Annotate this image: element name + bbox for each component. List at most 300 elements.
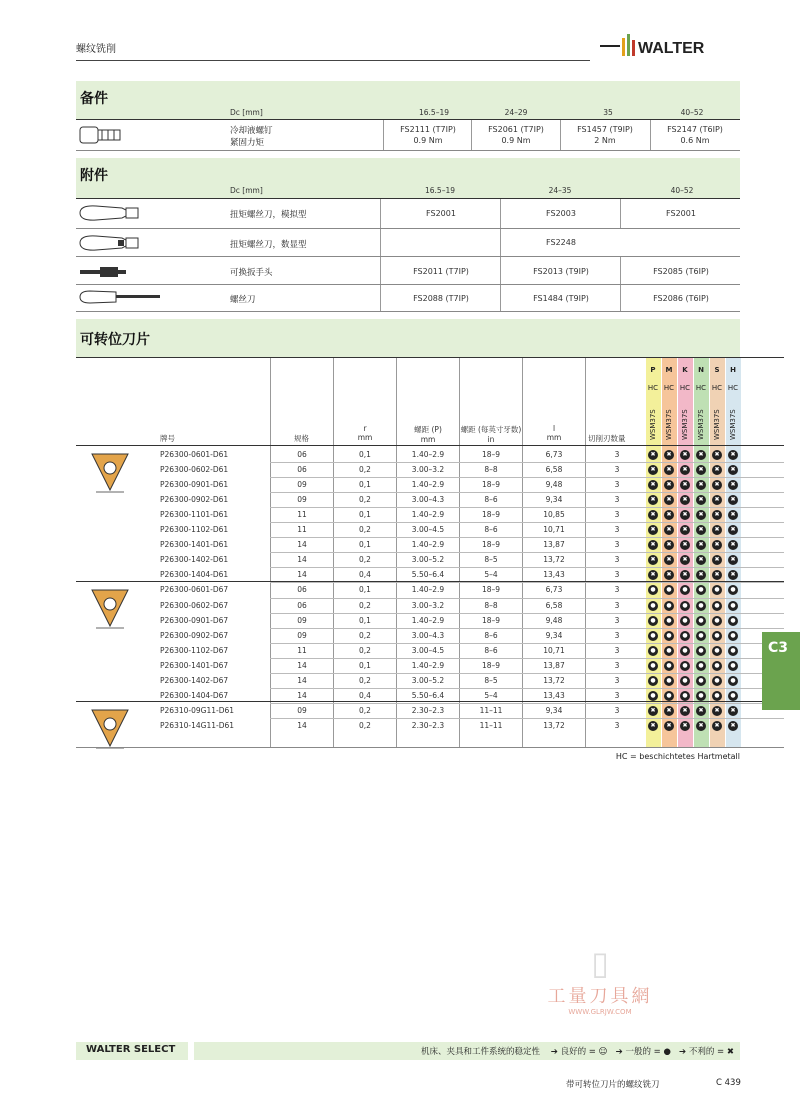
acc-val: FS2011 (T7IP) [413,267,469,276]
grade-label: WSM37S [681,409,689,440]
spare-val: FS2061 (T7IP) 0.9 Nm [488,125,544,145]
stability-icon: ✖ [728,480,738,490]
row-cell: 0,2 [359,705,371,715]
stability-icon: ● [696,601,706,611]
row-cell: 0,2 [359,645,371,655]
row-cell: 3 [614,690,620,700]
stability-icon: ✖ [728,706,738,716]
table-row[interactable] [0,507,800,522]
row-cell: 06 [297,600,307,610]
row-cell: 0,4 [359,690,371,700]
hc-label: HC [695,384,707,392]
row-cell: 10,71 [543,645,565,655]
stability-icon: ● [680,585,690,595]
grade-label: WSM37S [697,409,705,440]
row-cell: 13,43 [543,690,565,700]
row-rule [270,598,784,599]
row-cell: 0,2 [359,630,371,640]
stability-icon: ● [664,585,674,595]
row-cell: 10,71 [543,525,565,535]
row-cell: 9,34 [545,705,563,715]
rule [500,199,501,311]
stability-icon: ● [680,676,690,686]
row-cell: 11–11 [479,705,503,715]
screwdriver-icon [76,289,166,309]
table-row[interactable] [0,522,800,537]
table-row[interactable] [0,477,800,492]
mat-label: H [730,366,736,374]
stability-icon: ✖ [664,510,674,520]
stability-icon: ✖ [648,510,658,520]
stability-icon: ● [680,661,690,671]
row-cell: 10,85 [543,510,565,520]
row-cell: 13,43 [543,570,565,580]
grade-label: WSM37S [713,409,721,440]
row-cell: 8–8 [484,600,498,610]
rule [383,120,384,150]
rule [380,199,381,311]
stability-icon: ✖ [664,495,674,505]
row-cell: 5–4 [484,690,498,700]
row-rule [270,522,784,523]
stability-icon: ✖ [680,706,690,716]
stability-icon: ✖ [696,510,706,520]
row-cell: 0,1 [359,615,371,625]
stability-icon: ✖ [696,465,706,475]
stability-icon: ● [728,676,738,686]
rule [76,445,784,446]
stability-icon: ✖ [728,570,738,580]
stability-icon: ● [648,601,658,611]
stability-icon: ● [712,601,722,611]
row-cell: 8–5 [484,675,498,685]
row-cell: 3 [614,510,620,520]
row-cell: 0,2 [359,600,371,610]
stability-icon: ✖ [696,570,706,580]
row-cell: 3 [614,450,620,459]
spare-title: 备件 [80,91,108,107]
coolant-screw-icon [78,123,124,151]
row-cell: 18–9 [481,480,501,490]
stability-icon: ● [664,661,674,671]
row-cell: P26300-0602-D61 [160,465,229,475]
stability-icon: ● [680,691,690,701]
spare-item-torque: 紧固力矩 [230,138,265,148]
stability-icon: ✖ [712,495,722,505]
row-cell: 3 [614,720,620,730]
stability-icon: ✖ [728,510,738,520]
spare-item-name: 冷却液螺钉 [230,126,273,136]
row-cell: P26300-1402-D67 [160,675,229,685]
stability-icon: ✖ [648,570,658,580]
stability-icon: ● [728,661,738,671]
acc-val: FS2088 (T7IP) [413,294,469,303]
row-rule [270,613,784,614]
stability-icon: ✖ [728,721,738,731]
spare-col-1: 16.5–19 [419,108,449,117]
table-row[interactable] [0,643,800,658]
row-cell: P26300-1402-D61 [160,555,229,565]
rule [76,747,784,748]
spare-val: FS1457 (T9IP) 2 Nm [577,125,633,145]
row-cell: 09 [297,615,307,625]
row-cell: P26300-1404-D61 [160,570,229,580]
row-cell: 14 [297,690,307,700]
row-cell: 6,73 [545,585,563,595]
stability-icon: ✖ [648,480,658,490]
table-row[interactable] [0,673,800,688]
stability-icon: ● [728,691,738,701]
row-cell: 09 [297,705,307,715]
table-row[interactable] [0,447,800,462]
stability-icon: ✖ [712,480,722,490]
stability-icon: ✖ [648,465,658,475]
row-cell: 3.00–5.2 [411,555,445,565]
acc-col-3: 40–52 [670,186,694,195]
stability-icon: ● [648,631,658,641]
mat-label: N [698,366,704,374]
table-row[interactable] [0,703,800,718]
hc-note: HC = beschichtetes Hartmetall [615,752,740,761]
stability-icon: ● [696,616,706,626]
row-rule [270,658,784,659]
row-rule [270,462,784,463]
row-cell: 0,4 [359,570,371,580]
row-cell: P26300-0902-D67 [160,630,229,640]
table-row[interactable] [0,537,800,552]
stability-icon: ✖ [648,706,658,716]
row-cell: P26300-1401-D61 [160,540,229,550]
row-cell: 8–6 [484,495,498,505]
row-cell: P26300-0901-D61 [160,480,229,490]
row-cell: 14 [297,675,307,685]
row-cell: 11 [297,510,307,520]
stability-icon: ✖ [664,525,674,535]
row-cell: 11 [297,525,307,535]
stability-icon: ✖ [728,525,738,535]
table-row[interactable] [0,462,800,477]
acc-col-1: 16.5–19 [425,186,455,195]
stability-icon: ✖ [712,721,722,731]
stability-icon: ● [728,585,738,595]
stability-icon: ✖ [712,540,722,550]
page-title: 带可转位刀片的螺纹铣刀 [566,1080,660,1090]
row-cell: 18–9 [481,540,501,550]
acc-val: FS2003 [546,209,576,218]
stability-icon: ● [664,646,674,656]
hc-label: HC [727,384,739,392]
stability-icon: ✖ [696,480,706,490]
stability-icon: ● [712,676,722,686]
row-cell: P26300-0901-D67 [160,615,229,625]
rule [76,256,740,257]
stability-icon: ● [680,631,690,641]
row-cell: 14 [297,555,307,565]
row-cell: 0,2 [359,675,371,685]
header-rule [76,60,590,61]
inserts-title: 可转位刀片 [80,332,150,348]
stability-icon: ● [648,585,658,595]
acc-val: FS2086 (T6IP) [653,294,709,303]
rule [76,198,740,199]
row-cell: P26300-0601-D61 [160,450,229,459]
table-row[interactable] [0,552,800,567]
bad-icon: ✖ [726,1047,734,1057]
stability-icon: ✖ [680,510,690,520]
row-cell: 1.40–2.9 [411,540,445,550]
stability-icon: ✖ [680,525,690,535]
stability-icon: ● [664,631,674,641]
row-cell: 3.00–4.3 [411,495,445,505]
svg-text:WALTER: WALTER [638,40,705,57]
row-cell: 18–9 [481,585,501,595]
row-rule [270,673,784,674]
stability-icon: ● [696,631,706,641]
table-row[interactable] [0,718,800,733]
page-number: C 439 [716,1078,741,1088]
stability-icon: ● [664,691,674,701]
stability-icon: ✖ [728,540,738,550]
col-r: r mm [357,424,373,442]
row-cell: 6,58 [545,600,563,610]
row-rule [270,477,784,478]
row-cell: 18–9 [481,615,501,625]
row-cell: 11 [297,645,307,655]
stability-icon: ✖ [664,465,674,475]
row-cell: 0,2 [359,720,371,730]
row-cell: 13,72 [543,720,565,730]
stability-icon: ✖ [664,480,674,490]
row-cell: 8–6 [484,525,498,535]
row-cell: 13,72 [543,675,565,685]
stability-icon: ● [696,585,706,595]
row-cell: 18–9 [481,450,501,459]
row-cell: 3 [614,540,620,550]
stability-icon: ● [696,661,706,671]
stability-icon: ✖ [680,495,690,505]
stability-icon: ✖ [648,721,658,731]
row-cell: 3.00–4.3 [411,630,445,640]
stability-icon: ✖ [728,450,738,460]
stability-icon: ✖ [696,525,706,535]
stability-icon: ✖ [664,540,674,550]
walter-logo [600,30,740,60]
acc-dc-label: Dc [mm] [230,186,263,195]
stability-icon: ✖ [648,525,658,535]
rule [76,284,740,285]
row-cell: 3 [614,465,620,475]
table-row[interactable] [0,492,800,507]
row-cell: 2.30–2.3 [411,720,445,730]
row-cell: 09 [297,480,307,490]
row-cell: 14 [297,720,307,730]
row-cell: 3 [614,645,620,655]
chapter-tab[interactable]: C3 [762,632,800,710]
spare-val: FS2147 (T6IP) 0.6 Nm [667,125,723,145]
stability-icon: ✖ [680,465,690,475]
row-cell: 0,1 [359,450,371,459]
rule [76,119,740,120]
row-cell: 0,2 [359,495,371,505]
rule [650,120,651,150]
row-cell: 06 [297,585,307,595]
mat-label: S [714,366,720,374]
rule [76,311,740,312]
row-cell: 9,48 [545,615,563,625]
row-rule [270,718,784,719]
interchangeable-bit-icon [76,264,146,283]
acc-val: FS2013 (T9IP) [533,267,589,276]
row-cell: 0,1 [359,585,371,595]
row-cell: 3.00–3.2 [411,600,445,610]
row-cell: 1.40–2.9 [411,450,445,459]
stability-icon: ✖ [696,555,706,565]
table-row[interactable] [0,628,800,643]
stability-icon: ✖ [712,450,722,460]
row-cell: 0,2 [359,465,371,475]
stability-icon: ● [712,631,722,641]
stability-icon: ✖ [648,495,658,505]
row-cell: 11–11 [479,720,503,730]
row-cell: 3 [614,630,620,640]
row-cell: 06 [297,450,307,459]
acc-val: FS2001 [426,209,456,218]
stability-icon: ● [648,676,658,686]
acc-val: FS2248 [546,238,576,247]
acc-row-label: 螺丝刀 [230,295,256,305]
acc-row-label: 扭矩螺丝刀，数显型 [230,240,307,250]
rule [560,120,561,150]
stability-icon: ✖ [664,570,674,580]
mat-label: M [665,366,673,374]
row-rule [270,643,784,644]
row-cell: 13,87 [543,660,565,670]
stability-icon: ✖ [680,480,690,490]
grade-label: WSM37S [665,409,673,440]
mat-label: P [650,366,656,374]
table-row[interactable] [0,598,800,613]
col-spec: 规格 [294,434,309,443]
row-cell: 0,1 [359,510,371,520]
row-cell: 3 [614,660,620,670]
stability-icon: ✖ [712,706,722,716]
row-rule [270,688,784,689]
row-cell: 0,1 [359,480,371,490]
row-cell: P26300-1404-D67 [160,690,229,700]
spare-col-3: 35 [603,108,613,117]
row-cell: 3 [614,585,620,595]
stability-icon: ✖ [648,450,658,460]
stability-icon: ● [712,585,722,595]
acc-row-label: 可换扳手头 [230,268,273,278]
row-cell: 3.00–4.5 [411,645,445,655]
category-title: 螺纹铣削 [76,44,116,55]
acc-val: FS2001 [666,209,696,218]
stability-icon: ✖ [664,706,674,716]
rule [620,199,621,229]
row-cell: P26300-0902-D61 [160,495,229,505]
row-cell: 14 [297,660,307,670]
stability-icon: ✖ [696,540,706,550]
row-cell: 2.30–2.3 [411,705,445,715]
stability-icon: ✖ [712,555,722,565]
row-cell: 0,1 [359,540,371,550]
row-cell: 9,34 [545,630,563,640]
row-cell: 1.40–2.9 [411,510,445,520]
stability-icon: ● [648,661,658,671]
row-cell: P26300-0602-D67 [160,600,229,610]
row-cell: 3.00–3.2 [411,465,445,475]
hc-label: HC [663,384,675,392]
stability-icon: ● [648,616,658,626]
accessories-band [76,158,740,198]
row-cell: 6,73 [545,450,563,459]
row-rule [270,582,784,583]
stability-icon: ✖ [696,450,706,460]
stability-icon: ● [712,661,722,671]
stability-icon: ✖ [712,525,722,535]
row-cell: 8–5 [484,555,498,565]
acc-val: FS2085 (T6IP) [653,267,709,276]
row-cell: 06 [297,465,307,475]
row-cell: 0,2 [359,525,371,535]
stability-icon: ● [648,646,658,656]
stability-icon: ✖ [712,465,722,475]
row-cell: 3 [614,600,620,610]
row-cell: 18–9 [481,660,501,670]
row-cell: 13,87 [543,540,565,550]
spare-val: FS2111 (T7IP) 0.9 Nm [400,125,456,145]
col-edges: 切削刃数量 [588,434,626,443]
stability-icon: ● [728,601,738,611]
stability-icon: ● [712,646,722,656]
stability-icon: ✖ [728,555,738,565]
row-cell: 5–4 [484,570,498,580]
row-rule [270,628,784,629]
stability-icon: ● [648,691,658,701]
table-row[interactable] [0,613,800,628]
row-rule [270,537,784,538]
stability-icon: ✖ [664,721,674,731]
stability-icon: ● [712,691,722,701]
acc-val: FS1484 (T9IP) [533,294,589,303]
rule [76,228,740,229]
torque-screwdriver-digital-icon [76,232,146,258]
grade-label: WSM37S [729,409,737,440]
watermark: ▯ 工量刀具網 WWW.GLRJW.COM [547,944,653,1016]
table-row[interactable] [0,582,800,597]
row-cell: P26310-09G11-D61 [160,705,235,715]
stability-icon: ✖ [712,510,722,520]
table-row[interactable] [0,658,800,673]
row-cell: 0,2 [359,555,371,565]
stability-icon: ✖ [696,495,706,505]
stability-icon: ✖ [680,721,690,731]
row-cell: P26300-1101-D61 [160,510,229,520]
stability-icon: ✖ [664,450,674,460]
hc-label: HC [647,384,659,392]
row-cell: 5.50–6.4 [411,570,445,580]
row-cell: 14 [297,540,307,550]
stability-icon: ✖ [696,721,706,731]
row-cell: 5.50–6.4 [411,690,445,700]
stability-icon: ● [680,601,690,611]
row-cell: 8–6 [484,630,498,640]
stability-icon: ● [696,691,706,701]
row-cell: 3.00–5.2 [411,675,445,685]
col-brand: 牌号 [160,434,175,443]
row-cell: 1.40–2.9 [411,480,445,490]
